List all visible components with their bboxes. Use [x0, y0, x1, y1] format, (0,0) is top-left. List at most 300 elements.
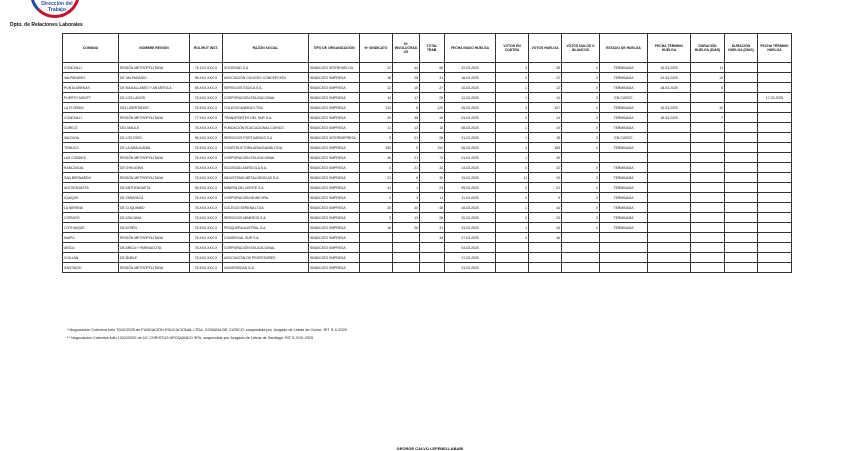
table-cell: [758, 163, 792, 173]
column-header: TOTAL TRAB.: [420, 34, 445, 63]
table-cell: 76.XXX.XXX-X: [190, 233, 223, 243]
table-cell: 4: [496, 233, 529, 243]
table-cell: COLEGIO SERENA LTDA.: [223, 203, 309, 213]
table-cell: 0: [562, 203, 600, 213]
table-row: [63, 193, 792, 203]
table-cell: 0: [496, 183, 529, 193]
strikes-table: [62, 33, 792, 273]
table-cell: 0: [562, 143, 600, 153]
table-cell: [691, 253, 725, 263]
table-cell: SINDICATO INTERHUELGA: [309, 63, 360, 73]
table-cell: 0: [562, 93, 600, 103]
table-cell: [725, 133, 758, 143]
table-cell: [648, 223, 691, 233]
column-header: FECHA TÉRMINO HUELGA: [758, 34, 792, 63]
table-cell: SINDICATO EMPRESA: [309, 83, 360, 93]
table-cell: COMERCIAL SUR S.A.: [223, 233, 309, 243]
table-cell: 1: [496, 223, 529, 233]
table-cell: [529, 243, 562, 253]
table-cell: TERMINADA: [600, 123, 648, 133]
table-cell: 11: [691, 63, 725, 73]
footnotes: [67, 326, 767, 342]
table-cell: SINDICATO EMPRESA: [309, 193, 360, 203]
table-cell: SINDICATO EMPRESA: [309, 243, 360, 253]
table-cell: 192: [420, 143, 445, 153]
table-cell: 185: [529, 143, 562, 153]
table-cell: 11: [360, 123, 393, 133]
table-cell: [725, 243, 758, 253]
table-cell: [648, 203, 691, 213]
table-cell: DEL LIBERTADOR: [119, 103, 190, 113]
table-cell: LA SERENA: [63, 203, 119, 213]
table-cell: ASOCIACIÓN DE PROFESORES: [223, 253, 309, 263]
table-cell: VALDIVIA: [63, 133, 119, 143]
table-row: [63, 113, 792, 123]
table-row: [63, 213, 792, 223]
table-cell: [420, 243, 445, 253]
table-cell: 09-03-2025: [445, 183, 496, 193]
table-cell: 13-03-2025: [445, 223, 496, 233]
table-cell: 34: [420, 163, 445, 173]
table-cell: [691, 243, 725, 253]
table-cell: 15-03-2025: [648, 63, 691, 73]
table-cell: 18-03-2025: [648, 113, 691, 123]
table-cell: 31: [420, 73, 445, 83]
table-cell: 21: [393, 163, 420, 173]
table-cell: SINDICATO EMPRESA: [309, 223, 360, 233]
table-cell: CORPORACIÓN EDUCACIONAL: [223, 93, 309, 103]
table-cell: DE MAGALLANES Y ANTÁRTICA: [119, 83, 190, 93]
table-cell: 0: [562, 113, 600, 123]
table-cell: TERMINADA: [600, 223, 648, 233]
table-cell: 24-03-2025: [648, 73, 691, 83]
table-cell: DE ARICA Y PARINACOTA: [119, 243, 190, 253]
column-header: COMUNA: [63, 34, 119, 63]
table-cell: [758, 73, 792, 83]
table-cell: DE ÑUBLE: [119, 253, 190, 263]
table-cell: TEMUCO: [63, 143, 119, 153]
table-cell: [420, 253, 445, 263]
table-cell: SINDICATO EMPRESA: [309, 263, 360, 273]
column-header: VOTOS EN CONTRA: [496, 34, 529, 63]
table-cell: [648, 253, 691, 263]
table-cell: [758, 63, 792, 73]
table-cell: [725, 113, 758, 123]
table-cell: 03-03-2025: [445, 113, 496, 123]
table-cell: [758, 103, 792, 113]
table-cell: [758, 223, 792, 233]
table-row: [63, 163, 792, 173]
table-cell: TERMINADA: [600, 163, 648, 173]
table-row: [63, 133, 792, 143]
table-cell: 48: [420, 203, 445, 213]
table-row: [63, 233, 792, 243]
table-row: [63, 223, 792, 233]
table-row: [63, 203, 792, 213]
table-cell: [758, 233, 792, 243]
table-cell: [758, 253, 792, 263]
table-cell: 24: [529, 113, 562, 123]
table-cell: [600, 243, 648, 253]
table-cell: 34: [420, 233, 445, 243]
table-cell: 2: [496, 73, 529, 83]
table-cell: ARICA: [63, 243, 119, 253]
table-cell: 0: [562, 213, 600, 223]
table-cell: 2: [496, 113, 529, 123]
table-cell: [725, 173, 758, 183]
table-cell: SERVICIOS PORTUARIOS S.A.: [223, 133, 309, 143]
table-cell: [725, 223, 758, 233]
table-cell: 110: [360, 103, 393, 113]
table-cell: 0: [562, 103, 600, 113]
table-cell: [725, 143, 758, 153]
table-cell: [758, 113, 792, 123]
table-cell: [648, 133, 691, 143]
table-cell: CHILLÁN: [63, 253, 119, 263]
table-cell: [691, 123, 725, 133]
table-row: [63, 263, 792, 273]
table-cell: [758, 83, 792, 93]
table-cell: [691, 163, 725, 173]
table-cell: 23-03-2025: [445, 263, 496, 273]
table-cell: 0: [562, 83, 600, 93]
table-cell: 05-03-2025: [445, 103, 496, 113]
table-cell: 40: [393, 203, 420, 213]
table-cell: 76.XXX.XXX-X: [190, 253, 223, 263]
table-cell: SINDICATO EMPRESA: [309, 143, 360, 153]
table-cell: 1: [496, 93, 529, 103]
table-cell: 17-03-2025: [758, 93, 792, 103]
table-cell: DE ANTOFAGASTA: [119, 183, 190, 193]
table-cell: MAIPÚ: [63, 233, 119, 243]
table-cell: VALPARAÍSO: [63, 73, 119, 83]
table-cell: 32: [529, 163, 562, 173]
table-cell: SERVICIOS EDUCA S.A.: [223, 83, 309, 93]
table-cell: 18: [529, 133, 562, 143]
table-cell: 0: [562, 63, 600, 73]
table-cell: [648, 183, 691, 193]
column-header: RAZÓN SOCIAL: [223, 34, 309, 63]
table-cell: COYHAIQUE: [63, 223, 119, 233]
table-cell: 23: [529, 213, 562, 223]
table-cell: SOCIEDAD AGRÍCOLA S.A.: [223, 163, 309, 173]
table-cell: REGIÓN METROPOLITANA: [119, 263, 190, 273]
table-cell: [691, 263, 725, 273]
table-cell: RANCAGUA: [63, 163, 119, 173]
table-cell: TERMINADA: [600, 183, 648, 193]
table-cell: TERMINADA: [600, 203, 648, 213]
table-cell: 2: [496, 213, 529, 223]
table-cell: 9: [529, 193, 562, 203]
table-cell: DE LOS LAGOS: [119, 93, 190, 103]
table-cell: 01-03-2025: [445, 153, 496, 163]
table-cell: 28: [420, 133, 445, 143]
table-cell: [725, 253, 758, 263]
table-cell: 38: [529, 63, 562, 73]
table-cell: EN CURSO: [600, 93, 648, 103]
table-cell: 21: [529, 183, 562, 193]
table-cell: TERMINADA: [600, 143, 648, 153]
table-cell: TERMINADA: [600, 73, 648, 83]
table-cell: SAN BERNARDO: [63, 173, 119, 183]
column-header: Nº INVOLUCRADOS: [393, 34, 420, 63]
table-cell: DE LOS RÍOS: [119, 133, 190, 143]
table-cell: 15-03-2025: [648, 103, 691, 113]
table-cell: 0: [496, 193, 529, 203]
table-cell: REGIÓN METROPOLITANA: [119, 173, 190, 183]
table-cell: [725, 93, 758, 103]
table-cell: UNIVERSIDAD S.A.: [223, 263, 309, 273]
table-row: [63, 253, 792, 263]
table-cell: 27: [420, 83, 445, 93]
table-cell: 76.XXX.XXX-X: [190, 193, 223, 203]
table-cell: [691, 143, 725, 153]
table-cell: 76.XXX.XXX-X: [190, 263, 223, 273]
table-row: [63, 73, 792, 83]
table-row: [63, 243, 792, 253]
table-cell: 08-03-2025: [445, 123, 496, 133]
table-cell: [496, 253, 529, 263]
table-cell: 76.XXX.XXX-X: [190, 143, 223, 153]
table-cell: DE O'HIGGINS: [119, 163, 190, 173]
table-cell: 1: [393, 183, 420, 193]
table-cell: 21: [393, 153, 420, 163]
table-cell: [725, 73, 758, 83]
table-cell: [360, 263, 393, 273]
table-cell: 14: [360, 93, 393, 103]
table-cell: DE LA ARAUCANÍA: [119, 143, 190, 153]
table-cell: 21-03-2025: [445, 133, 496, 143]
table-cell: ANTOFAGASTA: [63, 183, 119, 193]
table-cell: [691, 133, 725, 143]
table-cell: 76.XXX.XXX-X: [190, 223, 223, 233]
table-cell: SINDICATO EMPRESA: [309, 253, 360, 263]
table-cell: [420, 263, 445, 273]
column-header: FECHA TÉRMINO HUELGA: [648, 34, 691, 63]
table-cell: 9: [393, 143, 420, 153]
table-cell: 40: [420, 113, 445, 123]
table-cell: 7: [691, 113, 725, 123]
table-cell: 4: [496, 143, 529, 153]
table-cell: 76.1XX.XXX-X: [190, 63, 223, 73]
table-cell: [758, 143, 792, 153]
table-cell: 22: [529, 73, 562, 83]
table-cell: 1: [496, 83, 529, 93]
table-cell: 0: [562, 173, 600, 183]
table-cell: SINDICATO EMPRESA: [309, 93, 360, 103]
table-cell: 76.XXX.XXX-X: [190, 213, 223, 223]
table-cell: [562, 263, 600, 273]
table-cell: PUERTO MONTT: [63, 93, 119, 103]
table-cell: 0: [562, 193, 600, 203]
table-cell: [725, 123, 758, 133]
table-cell: 04-03-2025: [445, 243, 496, 253]
table-cell: [725, 203, 758, 213]
table-cell: 1: [496, 123, 529, 133]
column-header: VOTOS NULOS O BLANCOS: [562, 34, 600, 63]
column-header: DURACIÓN HUELGA (DÍAS): [691, 34, 725, 63]
table-cell: [758, 183, 792, 193]
table-cell: CONSTRUCTORA ARAUCANÍA LTDA.: [223, 143, 309, 153]
table-cell: 22-03-2025: [445, 63, 496, 73]
table-cell: [648, 123, 691, 133]
table-cell: COPIAPÓ: [63, 213, 119, 223]
table-cell: CORPORACIÓN EDUCACIONAL: [223, 153, 309, 163]
table-cell: 26: [393, 223, 420, 233]
table-cell: [725, 193, 758, 203]
table-cell: [648, 93, 691, 103]
table-cell: 76.XXX.XXX-X: [190, 93, 223, 103]
table-cell: [393, 263, 420, 273]
table-cell: 38: [393, 113, 420, 123]
table-cell: 07-03-2025: [445, 233, 496, 243]
table-cell: DE AYSÉN: [119, 223, 190, 233]
table-cell: [496, 263, 529, 273]
table-cell: [360, 243, 393, 253]
table-cell: 30: [420, 173, 445, 183]
table-cell: 44: [393, 63, 420, 73]
table-cell: PESQUERA AUSTRAL S.A.: [223, 223, 309, 233]
table-cell: 1: [496, 153, 529, 163]
table-cell: [393, 243, 420, 253]
table-cell: DE TARAPACÁ: [119, 193, 190, 203]
column-header: ROL/RUT INST.: [190, 34, 223, 63]
table-cell: [725, 63, 758, 73]
table-cell: 10: [529, 123, 562, 133]
table-cell: 0: [562, 123, 600, 133]
table-cell: [648, 173, 691, 183]
table-cell: [529, 263, 562, 273]
table-cell: 06-03-2025: [445, 143, 496, 153]
table-cell: 65.XXX.XXX-X: [190, 83, 223, 93]
table-cell: DE COQUIMBO: [119, 203, 190, 213]
table-cell: 3: [360, 213, 393, 223]
table-cell: REGIÓN METROPOLITANA: [119, 153, 190, 163]
table-cell: 14: [529, 93, 562, 103]
table-cell: [648, 193, 691, 203]
table-cell: 21: [393, 133, 420, 143]
institution-logo: [28, 0, 86, 19]
table-cell: [691, 93, 725, 103]
table-cell: 107: [529, 103, 562, 113]
table-cell: 22: [360, 63, 393, 73]
table-cell: [393, 253, 420, 263]
table-cell: 190: [360, 143, 393, 153]
table-cell: [360, 233, 393, 243]
table-cell: CONCHALÍ: [63, 63, 119, 73]
table-cell: LA FLORIDA: [63, 103, 119, 113]
table-cell: 15: [393, 83, 420, 93]
table-cell: SINDICATO EMPRESA: [309, 183, 360, 193]
table-cell: 23: [420, 183, 445, 193]
table-cell: CORPORACIÓN EDUCACIONAL: [223, 243, 309, 253]
table-cell: SINDICATO EMPRESA: [309, 173, 360, 183]
column-header: TIPO DE ORGANIZACIÓN: [309, 34, 360, 63]
table-cell: 16-03-2025: [445, 203, 496, 213]
table-cell: COLEGIO ANDINO LTDA.: [223, 103, 309, 113]
table-row: [63, 143, 792, 153]
table-cell: [562, 243, 600, 253]
table-row: [63, 103, 792, 113]
table-cell: INDUSTRIAS METALÚRGICAS S.A.: [223, 173, 309, 183]
table-cell: 72: [420, 153, 445, 163]
table-cell: CURICÓ: [63, 123, 119, 133]
table-cell: 11-03-2025: [445, 193, 496, 203]
table-cell: [393, 233, 420, 243]
table-cell: [758, 243, 792, 253]
table-row: [63, 83, 792, 93]
table-cell: 3: [360, 163, 393, 173]
table-cell: 96.XXX.XXX-X: [190, 73, 223, 83]
table-cell: 3: [496, 63, 529, 73]
table-row: [63, 183, 792, 193]
table-cell: [562, 253, 600, 263]
table-cell: 2: [360, 193, 393, 203]
table-cell: [529, 253, 562, 263]
table-cell: 76.XXX.XXX-X: [190, 173, 223, 183]
table-cell: [725, 263, 758, 273]
table-cell: 19-03-2025: [445, 173, 496, 183]
table-cell: TERMINADA: [600, 103, 648, 113]
table-cell: 44: [529, 203, 562, 213]
table-cell: SINDICATO EMPRESA: [309, 163, 360, 173]
table-cell: 76.XXX.XXX-X: [190, 203, 223, 213]
column-header: VOTOS HUELGA: [529, 34, 562, 63]
table-cell: REGIÓN METROPOLITANA: [119, 233, 190, 243]
footnote-1: * Negociación Colectiva folio 70XX/2025 de FUNDACIÓN EDUCACIONAL LTDA. COMUNA DE CURICÓ, suspendida por Juzgado de Letras de Curicó, RIT S-X-2025: [67, 328, 347, 332]
table-cell: 20-03-2025: [445, 213, 496, 223]
table-cell: [725, 163, 758, 173]
table-cell: TERMINADA: [600, 213, 648, 223]
table-cell: [562, 233, 600, 243]
table-cell: 25: [360, 113, 393, 123]
table-cell: SANTIAGO: [63, 263, 119, 273]
table-row: [63, 63, 792, 73]
table-row: [63, 93, 792, 103]
table-cell: SINDICATO EMPRESA: [309, 233, 360, 243]
table-cell: 76.XXX.XXX-X: [190, 243, 223, 253]
table-cell: 18-03-2025: [648, 83, 691, 93]
table-cell: [648, 233, 691, 243]
table-cell: [648, 213, 691, 223]
table-cell: 12: [691, 73, 725, 83]
table-cell: [600, 233, 648, 243]
table-cell: [691, 223, 725, 233]
footnote-2: ** Negociación Colectiva folio 13XX/2025 de UC CHRISTUS APOQUINDO SPA, suspendida por Juzgado de Letras de Santiago, RIT S-XXX-2025: [67, 336, 314, 340]
table-cell: [691, 193, 725, 203]
table-cell: SOCIEDAD S.A.: [223, 63, 309, 73]
table-cell: [648, 263, 691, 273]
table-row: [63, 173, 792, 183]
table-cell: 26: [529, 223, 562, 233]
table-cell: [691, 213, 725, 223]
table-cell: 0: [562, 133, 600, 143]
table-cell: 77.XXX.XXX-X: [190, 113, 223, 123]
table-cell: 76.XXX.XXX-X: [190, 123, 223, 133]
table-cell: 13: [393, 213, 420, 223]
table-cell: SINDICATO EMPRESA: [309, 73, 360, 83]
table-cell: [758, 123, 792, 133]
table-cell: 17: [393, 93, 420, 103]
table-cell: [691, 233, 725, 243]
signer-name: GEORGE CALVO LEFENELLABARI: [396, 446, 464, 451]
table-cell: 96.XXX.XXX-X: [190, 183, 223, 193]
table-cell: ASOCIACIÓN COLEGIO CONCEPCIÓN: [223, 73, 309, 83]
table-header-row: [63, 34, 792, 63]
table-cell: [758, 193, 792, 203]
table-cell: MINERA DEL NORTE S.A.: [223, 183, 309, 193]
table-cell: 18-03-2025: [445, 73, 496, 83]
